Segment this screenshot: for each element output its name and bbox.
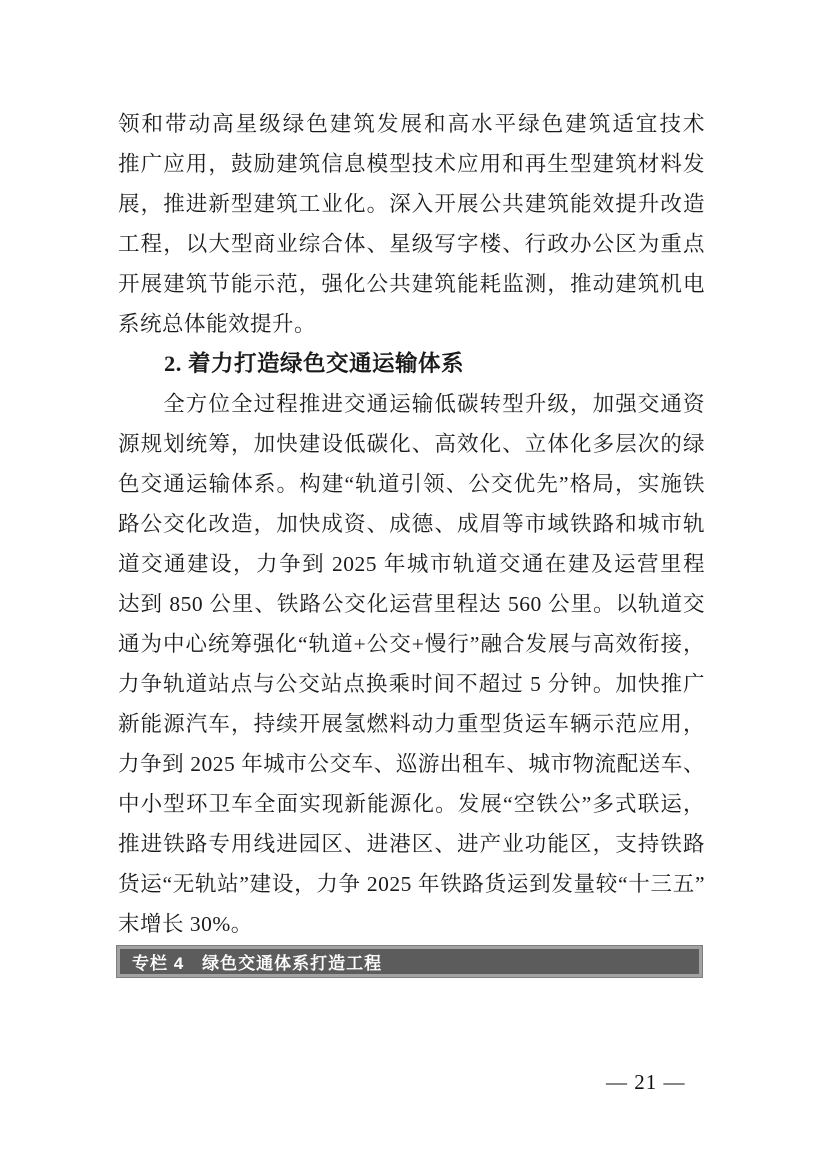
body-line: 色交通运输体系。构建“轨道引领、公交优先”格局，实施铁 — [118, 472, 705, 496]
body-line: 推进铁路专用线进园区、进港区、进产业功能区，支持铁路 — [118, 832, 705, 856]
body-line: 工程，以大型商业综合体、星级写字楼、行政办公区为重点 — [118, 232, 705, 256]
body-line: 推广应用，鼓励建筑信息模型技术应用和再生型建筑材料发 — [118, 152, 705, 176]
body-line: 开展建筑节能示范，强化公共建筑能耗监测，推动建筑机电 — [118, 272, 705, 296]
body-line: 新能源汽车，持续开展氢燃料动力重型货运车辆示范应用， — [118, 712, 705, 736]
body-line: 领和带动高星级绿色建筑发展和高水平绿色建筑适宜技术 — [118, 112, 705, 136]
body-text-block — [118, 104, 705, 944]
page-number: — 21 — — [606, 1070, 686, 1094]
section-heading: 2. 着力打造绿色交通运输体系 — [118, 351, 465, 376]
column-box-header-bar — [117, 946, 702, 977]
body-line: 全方位全过程推进交通运输低碳转型升级，加强交通资 — [118, 392, 705, 416]
body-line: 末增长 30%。 — [118, 912, 253, 936]
column-box-header-label: 专栏 4 绿色交通体系打造工程 — [132, 954, 383, 973]
body-line: 路公交化改造，加快成资、成德、成眉等市域铁路和城市轨 — [118, 512, 705, 536]
body-line: 源规划统筹，加快建设低碳化、高效化、立体化多层次的绿 — [118, 432, 705, 456]
body-line: 道交通建设，力争到 2025 年城市轨道交通在建及运营里程 — [118, 552, 705, 576]
body-line: 力争轨道站点与公交站点换乘时间不超过 5 分钟。加快推广 — [118, 672, 705, 696]
body-line: 展，推进新型建筑工业化。深入开展公共建筑能效提升改造 — [118, 192, 705, 216]
body-line: 达到 850 公里、铁路公交化运营里程达 560 公里。以轨道交 — [118, 592, 705, 616]
body-line: 货运“无轨站”建设，力争 2025 年铁路货运到发量较“十三五” — [118, 872, 705, 896]
body-line: 力争到 2025 年城市公交车、巡游出租车、城市物流配送车、 — [118, 752, 705, 776]
body-line: 通为中心统筹强化“轨道+公交+慢行”融合发展与高效衔接， — [118, 632, 705, 656]
body-line: 系统总体能效提升。 — [118, 312, 317, 336]
body-line: 中小型环卫车全面实现新能源化。发展“空铁公”多式联运， — [118, 792, 705, 816]
